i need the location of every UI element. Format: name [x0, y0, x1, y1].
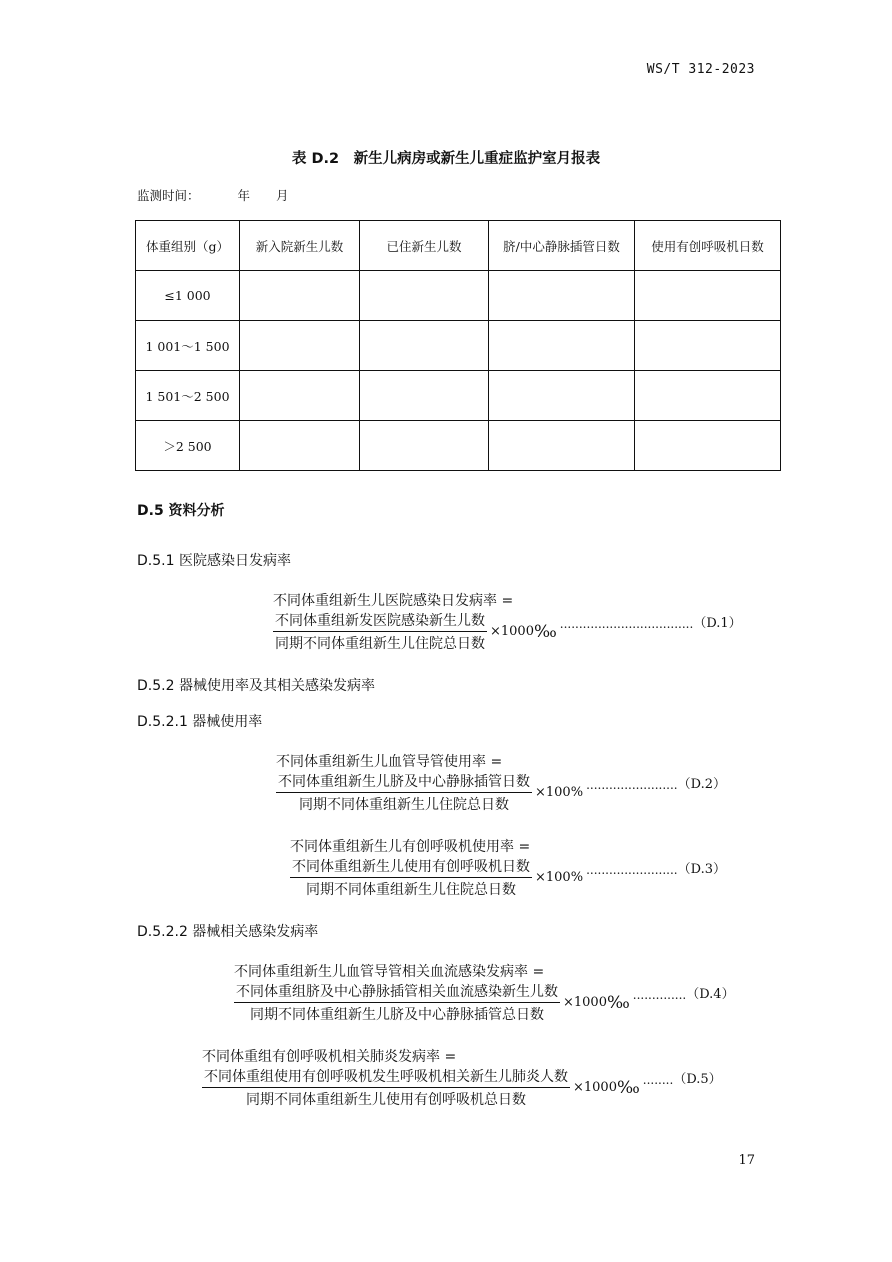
equation-number: （D.1）	[693, 616, 742, 631]
formula-d2	[276, 751, 726, 814]
leader-dots: ........................	[586, 862, 678, 877]
table-row	[136, 371, 781, 421]
empty-cell	[360, 371, 489, 421]
empty-cell	[360, 421, 489, 471]
weight-group-cell: ＞2 500	[136, 421, 240, 471]
formula-fraction	[276, 771, 532, 814]
empty-cell	[489, 421, 635, 471]
formula-fraction	[234, 981, 560, 1024]
empty-cell	[240, 321, 360, 371]
empty-cell	[240, 271, 360, 321]
formula-multiplier: ×1000	[563, 995, 607, 1010]
formula-denominator: 同期不同体重组新生儿使用有创呼吸机总日数	[246, 1092, 526, 1108]
formula-numerator: 不同体重组新生儿脐及中心静脉插管日数	[276, 771, 532, 793]
empty-cell	[360, 321, 489, 371]
empty-cell	[489, 371, 635, 421]
section-heading-d5: D.5 资料分析	[137, 503, 225, 519]
formula-denominator: 同期不同体重组新生儿住院总日数	[275, 636, 485, 652]
formula-lead: 不同体重组新生儿血管导管相关血流感染发病率 =	[234, 964, 545, 980]
formula-lead: 不同体重组新生儿血管导管使用率 =	[276, 754, 503, 770]
formula-denominator: 同期不同体重组新生儿脐及中心静脉插管总日数	[250, 1007, 544, 1023]
column-header: 使用有创呼吸机日数	[635, 221, 781, 271]
section-heading-d52: D.5.2 器械使用率及其相关感染发病率	[137, 678, 375, 694]
table-row	[136, 271, 781, 321]
empty-cell	[635, 371, 781, 421]
weight-group-cell: ≤1 000	[136, 271, 240, 321]
page-number: 17	[738, 1153, 755, 1168]
section-heading-d522: D.5.2.2 器械相关感染发病率	[137, 924, 319, 940]
table-row	[136, 421, 781, 471]
formula-d3	[290, 836, 726, 899]
empty-cell	[240, 371, 360, 421]
formula-d1	[273, 590, 742, 653]
permille-sign: ‰	[616, 1077, 640, 1098]
column-header: 脐/中心静脉插管日数	[489, 221, 635, 271]
equation-number: （D.2）	[677, 777, 726, 792]
formula-numerator: 不同体重组脐及中心静脉插管相关血流感染新生儿数	[234, 981, 560, 1003]
leader-dots: ........	[642, 1072, 674, 1087]
formula-fraction	[273, 610, 487, 653]
permille-sign: ‰	[533, 621, 557, 642]
table-header-row	[136, 221, 781, 271]
empty-cell	[635, 421, 781, 471]
table-row	[136, 321, 781, 371]
leader-dots: ...................................	[559, 616, 694, 631]
formula-denominator: 同期不同体重组新生儿住院总日数	[299, 797, 509, 813]
formula-lead: 不同体重组有创呼吸机相关肺炎发病率 =	[202, 1049, 457, 1065]
empty-cell	[489, 271, 635, 321]
equation-number: （D.5）	[673, 1072, 722, 1087]
column-header: 已住新生儿数	[360, 221, 489, 271]
formula-numerator: 不同体重组新发医院感染新生儿数	[273, 610, 487, 632]
monitor-time-line	[137, 186, 289, 204]
table-title: 表 D.2 新生儿病房或新生儿重症监护室月报表	[291, 151, 601, 167]
section-heading-d521: D.5.2.1 器械使用率	[137, 714, 263, 730]
monitor-time-label: 监测时间：	[137, 188, 200, 203]
formula-multiplier: ×1000	[490, 624, 534, 639]
section-heading-d51: D.5.1 医院感染日发病率	[137, 553, 291, 569]
formula-d5	[202, 1046, 722, 1109]
permille-sign: ‰	[606, 992, 630, 1013]
empty-cell	[489, 321, 635, 371]
year-label: 年	[237, 188, 251, 203]
formula-multiplier: ×1000	[573, 1080, 617, 1095]
column-header: 新入院新生儿数	[240, 221, 360, 271]
column-header: 体重组别（g）	[136, 221, 240, 271]
formula-fraction	[290, 856, 532, 899]
empty-cell	[240, 421, 360, 471]
formula-denominator: 同期不同体重组新生儿住院总日数	[306, 882, 516, 898]
formula-multiplier: ×100%	[535, 785, 584, 800]
month-label: 月	[276, 188, 289, 203]
formula-lead: 不同体重组新生儿医院感染日发病率 =	[273, 593, 514, 609]
leader-dots: ..............	[632, 987, 687, 1002]
formula-lead: 不同体重组新生儿有创呼吸机使用率 =	[290, 839, 531, 855]
empty-cell	[635, 271, 781, 321]
formula-numerator: 不同体重组新生儿使用有创呼吸机日数	[290, 856, 532, 878]
equation-number: （D.4）	[686, 987, 735, 1002]
formula-fraction	[202, 1066, 570, 1109]
weight-group-cell: 1 501～2 500	[136, 371, 240, 421]
leader-dots: ........................	[586, 777, 678, 792]
formula-multiplier: ×100%	[535, 870, 584, 885]
weight-group-cell: 1 001～1 500	[136, 321, 240, 371]
empty-cell	[360, 271, 489, 321]
formula-numerator: 不同体重组使用有创呼吸机发生呼吸机相关新生儿肺炎人数	[202, 1066, 570, 1088]
empty-cell	[635, 321, 781, 371]
monthly-report-table	[135, 220, 781, 471]
formula-d4	[234, 961, 735, 1024]
equation-number: （D.3）	[677, 862, 726, 877]
standard-code: WS/T 312-2023	[646, 62, 755, 77]
